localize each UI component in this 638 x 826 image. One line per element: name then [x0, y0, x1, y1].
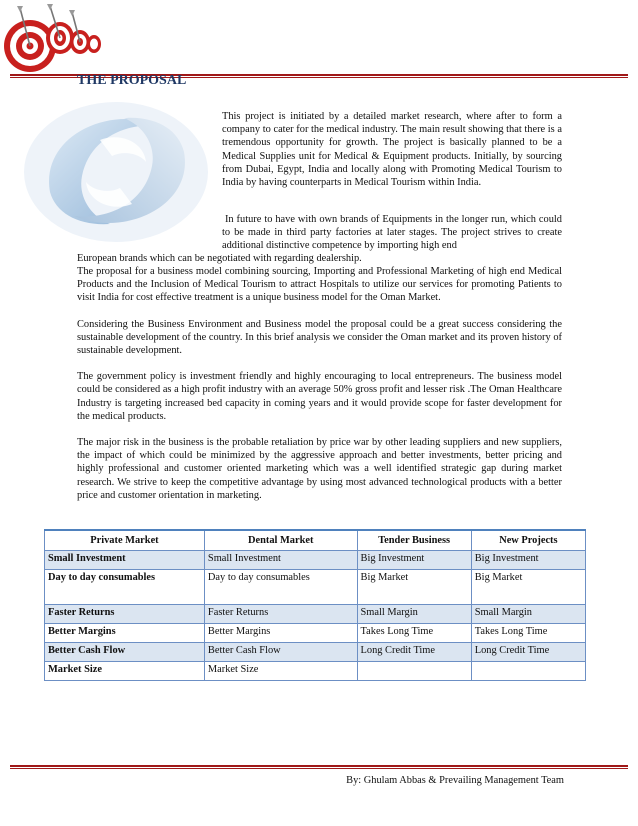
table-cell: Long Credit Time — [357, 643, 471, 662]
table-header-row — [45, 530, 586, 551]
table-cell: Takes Long Time — [357, 624, 471, 643]
table-cell: Faster Returns — [204, 605, 357, 624]
table-cell — [357, 662, 471, 681]
paragraph-business-model: The proposal for a business model combining sourcing, Importing and Professional Marketing of high end Medical Products and the Inclusion of Medical Tourism to attract Hospitals to utilize our services for promoting Patients to visit India for cost effective treatment is a unique business model for the Oman Market. — [77, 266, 562, 304]
intro-paragraph-2 — [222, 213, 562, 253]
table-header: Private Market — [45, 530, 205, 551]
table-header: Dental Market — [204, 530, 357, 551]
table-cell: Market Size — [204, 662, 357, 681]
table-cell: Small Investment — [45, 551, 205, 570]
table-cell: Big Market — [357, 570, 471, 605]
footer-rule — [10, 765, 628, 769]
paragraph-government-policy: The government policy is investment friendly and highly encouraging to local entrepreneurs. The business model could be considered as a high profit industry with an average 50% gross profit and lesser risk .The Oman Healthcare Industry is targeting increased bed capacity in coming years and it would provide scope for faster development for the medical products. — [77, 371, 562, 422]
table-cell: Better Cash Flow — [45, 643, 205, 662]
table-cell: Small Investment — [204, 551, 357, 570]
table-cell: Market Size — [45, 662, 205, 681]
table-cell: Better Margins — [45, 624, 205, 643]
table-cell: Takes Long Time — [471, 624, 585, 643]
table-row — [45, 643, 586, 662]
intro-paragraph-2-continued: European brands which can be negotiated with regarding dealership. — [77, 253, 362, 264]
table-row — [45, 624, 586, 643]
body-paragraphs — [77, 265, 562, 515]
table-cell: Small Margin — [471, 605, 585, 624]
market-comparison-table — [44, 529, 586, 681]
footer-credit: By: Ghulam Abbas & Prevailing Management Team — [346, 775, 564, 786]
table-row — [45, 570, 586, 605]
table-cell: Day to day consumables — [204, 570, 357, 605]
table-cell: Better Margins — [204, 624, 357, 643]
intro-paragraph-1: This project is initiated by a detailed market research, where after to form a company to cater for the medical industry. The main result showing that there is a tremendous opportunity for growth. The project is basically planned to be a Medical Supplies unit for Medical & Equipment products. Initially, by sourcing from Dubai, Egypt, India and locally along with Promoting Medical Tourism to India by having counterparts in Medical Tourism within India. — [222, 111, 562, 189]
table-cell: Better Cash Flow — [204, 643, 357, 662]
table-cell: Small Margin — [357, 605, 471, 624]
table-cell: Day to day consumables — [45, 570, 205, 605]
table-row — [45, 551, 586, 570]
table-row — [45, 662, 586, 681]
target-arrows-logo — [2, 2, 102, 74]
table-header: Tender Business — [357, 530, 471, 551]
paragraph-environment: Considering the Business Environment and Business model the proposal could be a great success considering the sustainable development of the country. In this brief analysis we consider the Oman market and its proven history of sustainable development. — [77, 318, 562, 357]
paragraph-major-risk: The major risk in the business is the probable retaliation by price war by other leading suppliers and new suppliers, the impact of which could be minimized by the aggressive approach and better investments, better pricing and highly professional and customer oriented marketing which was a well identified strategic gap during market research. We strive to keep the competitive advantage by using most advanced technological products with a better price and customer orientation in marketing. — [77, 437, 562, 501]
table-cell — [471, 662, 585, 681]
table-cell: Faster Returns — [45, 605, 205, 624]
table-cell: Big Market — [471, 570, 585, 605]
table-header: New Projects — [471, 530, 585, 551]
swirl-emblem-watermark — [20, 96, 212, 246]
table-cell: Big Investment — [471, 551, 585, 570]
table-cell: Big Investment — [357, 551, 471, 570]
page-heading: THE PROPOSAL — [77, 73, 187, 88]
intro-paragraph-2-text: In future to have with own brands of Equipments in the longer run, which could to be made in third party factories at later stages. The project strives to create additional distinctive competence by importing high end — [222, 214, 562, 252]
table-cell: Long Credit Time — [471, 643, 585, 662]
table-row — [45, 605, 586, 624]
